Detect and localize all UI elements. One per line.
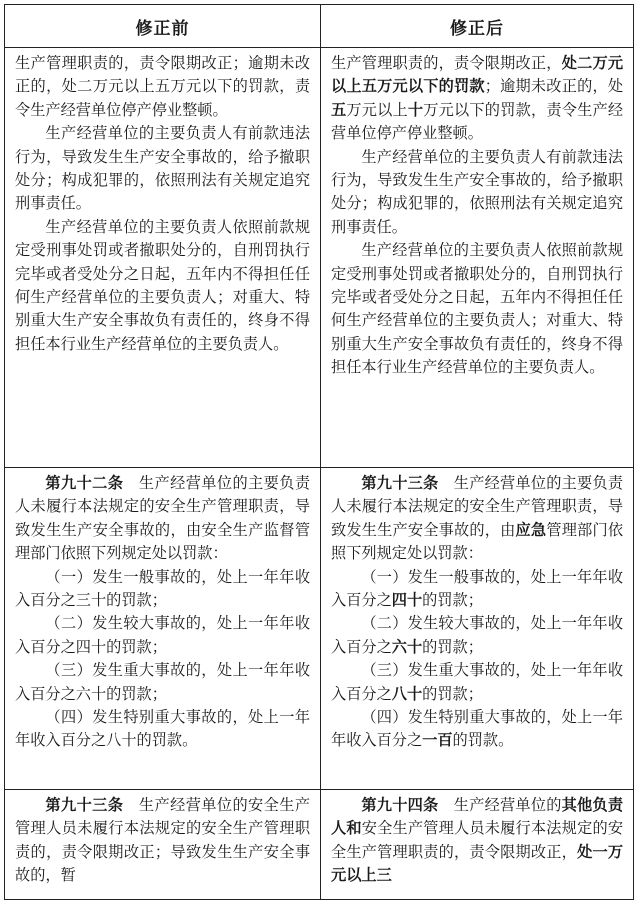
amended-text: 第九十三条 (361, 474, 439, 492)
text-segment: 万元以上 (346, 100, 408, 119)
text-segment: 的罚款。 (452, 731, 514, 750)
row-1-after (321, 48, 633, 467)
paragraph (331, 659, 623, 706)
amended-text: 六十 (391, 637, 423, 656)
text-segment: 的罚款； (422, 637, 483, 656)
text-segment: 生产经营单位的主要负责人未履行本法规定的安全生产管理职责，导致发生生产安全事故的，由安全生产监督管理部门依照下列规定处以罚款： (15, 474, 311, 563)
paragraph (15, 216, 310, 356)
text-segment: （四）发生特别重大事故的，处上一年年收入百分之八十的罚款。 (15, 708, 310, 750)
amended-text: 四十 (391, 591, 423, 610)
text-segment: 生产管理职责的，责令限期改正；逾期未改正的，处二万元以上五万元以下的罚款，责令生产经营单位停产停业整顿。 (15, 54, 310, 119)
paragraph (15, 794, 310, 888)
row-2-after (321, 468, 633, 789)
text-segment: 生产经营单位的 (438, 796, 562, 814)
text-segment: 万元以下的罚款，责令生产经营单位停产停业整顿。 (331, 100, 624, 143)
text-segment: （二）发生较大事故的，处上一年年收入百分之 (331, 614, 623, 656)
paragraph (331, 612, 623, 659)
row-2-before (5, 468, 320, 789)
text-segment: 的罚款； (422, 591, 483, 610)
paragraph (15, 659, 310, 706)
amended-text: 五 (331, 100, 347, 119)
paragraph (331, 472, 623, 566)
text-segment: 生产经营单位的主要负责人有前款违法行为，导致发生生产安全事故的，给予撤职处分；构成犯罪的，依照刑法有关规定追究刑事责任。 (15, 124, 310, 213)
text-segment: （四）发生特别重大事故的，处上一年年收入百分之 (331, 708, 623, 750)
row-3-after (321, 790, 633, 900)
paragraph (15, 52, 310, 122)
paragraph (331, 794, 623, 888)
row-3-before (5, 790, 320, 900)
paragraph (15, 472, 310, 566)
text-segment: ；逾期未改正的，处 (484, 77, 624, 96)
header-after: 修正后 (450, 18, 504, 39)
text-segment: 生产经营单位的主要负责人有前款违法行为，导致发生生产安全事故的，给予撤职处分；构成犯罪的，依照刑法有关规定追究刑事责任。 (331, 147, 623, 236)
amended-text: 第九十二条 (45, 474, 124, 492)
paragraph (331, 52, 623, 146)
paragraph (15, 612, 310, 659)
amended-text: 处一万元以上三 (331, 842, 624, 885)
amended-text: 其他负责人和 (331, 796, 624, 838)
paragraph (331, 706, 623, 753)
text-segment: 生产经营单位的安全生产管理人员未履行本法规定的安全生产管理职责的，责令限期改正；导致发生生产安全事故的，暂 (15, 796, 311, 885)
text-segment: （一）发生一般事故的，处上一年年收入百分之 (331, 567, 623, 610)
amended-text: 八十 (391, 684, 423, 703)
amended-text: 第九十四条 (361, 796, 439, 814)
amended-text: 应急 (515, 520, 547, 539)
text-segment: 生产经营单位的主要负责人依照前款规定受刑事处罚或者撤职处分的，自刑罚执行完毕或者受处分之日起，五年内不得担任任何生产经营单位的主要负责人；对重大、特别重大生产安全事故负有责任的，终身不得担任本行业生产经营单位的主要负责人。 (331, 241, 623, 377)
amended-text: 第九十三条 (45, 796, 124, 814)
amended-text: 处二万元以上五万元以下的罚款 (331, 54, 624, 96)
text-segment: （三）发生重大事故的，处上一年年收入百分之六十的罚款； (15, 661, 310, 703)
paragraph (331, 146, 623, 240)
text-segment: （三）发生重大事故的，处上一年年收入百分之 (331, 661, 623, 703)
text-segment: 安全生产管理人员未履行本法规定的安全生产管理职责的，责令限期改正， (331, 819, 624, 861)
row-1-before (5, 48, 320, 467)
paragraph (331, 566, 623, 613)
amended-text: 十 (407, 100, 424, 119)
paragraph (15, 706, 310, 753)
paragraph (15, 122, 310, 216)
paragraph (15, 566, 310, 613)
comparison-table (4, 4, 634, 900)
text-segment: 的罚款； (422, 684, 483, 703)
text-segment: 管理部门依照下列规定处以罚款： (331, 520, 624, 563)
text-segment: （一）发生一般事故的，处上一年年收入百分之三十的罚款； (15, 567, 310, 610)
text-segment: 生产管理职责的，责令限期改正， (331, 54, 562, 72)
text-segment: （二）发生较大事故的，处上一年年收入百分之四十的罚款； (15, 614, 310, 656)
header-before: 修正前 (135, 18, 190, 39)
paragraph (331, 239, 623, 379)
amended-text: 一百 (422, 731, 453, 750)
text-segment: 生产经营单位的主要负责人未履行本法规定的安全生产管理职责，导致发生生产安全事故的，由 (331, 474, 624, 539)
text-segment: 生产经营单位的主要负责人依照前款规定受刑事处罚或者撤职处分的，自刑罚执行完毕或者受处分之日起，五年内不得担任任何生产经营单位的主要负责人；对重大、特别重大生产安全事故负有责任的，终身不得担任本行业生产经营单位的主要负责人。 (15, 217, 310, 353)
